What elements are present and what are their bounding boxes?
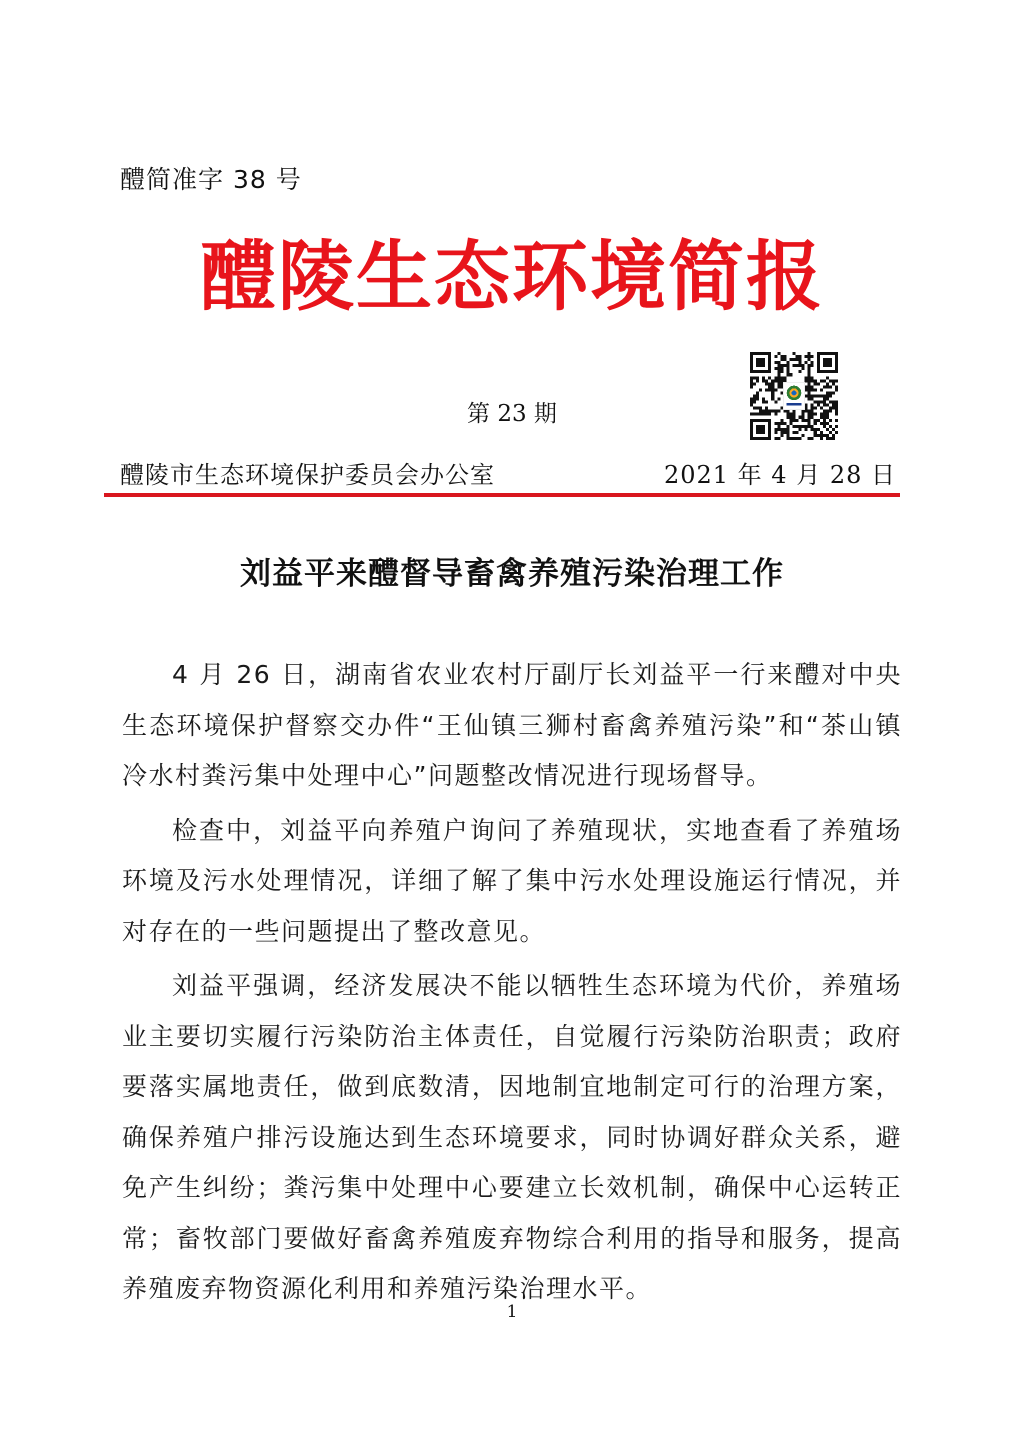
masthead-title: 醴陵生态环境简报 bbox=[200, 232, 824, 321]
paragraph: 4 月 26 日，湖南省农业农村厅副厅长刘益平一行来醴对中央生态环境保护督察交办件“王仙镇三狮村畜禽养殖污染”和“茶山镇冷水村粪污集中处理中心”问题整改情况进行现场督导。 bbox=[122, 660, 902, 790]
document-number: 醴简准字 38 号 bbox=[120, 165, 302, 194]
issuing-office: 醴陵市生态环境保护委员会办公室 bbox=[120, 461, 495, 489]
qr-code-icon bbox=[750, 352, 838, 440]
paragraph: 刘益平强调，经济发展决不能以牺牲生态环境为代价，养殖场业主要切实履行污染防治主体责任，自觉履行污染防治职责；政府要落实属地责任，做到底数清，因地制宜地制定可行的治理方案，确保养殖户排污设施达到生态环境要求，同时协调好群众关系，避免产生纠纷；粪污集中处理中心要建立长效机制，确保中心运转正常；畜牧部门要做好畜禽养殖废弃物综合利用的指导和服务，提高养殖废弃物资源化利用和养殖污染治理水平。 bbox=[122, 971, 902, 1303]
article-body bbox=[122, 650, 902, 1319]
page-number: 1 bbox=[506, 1302, 518, 1322]
issue-date: 2021 年 4 月 28 日 bbox=[663, 461, 896, 489]
paragraph: 检查中，刘益平向养殖户询问了养殖现状，实地查看了养殖场环境及污水处理情况，详细了解了集中污水处理设施运行情况，并对存在的一些问题提出了整改意见。 bbox=[122, 815, 902, 946]
issue-number: 第 23 期 bbox=[467, 401, 557, 427]
red-divider-line bbox=[104, 493, 900, 497]
article-headline: 刘益平来醴督导畜禽养殖污染治理工作 bbox=[240, 556, 784, 592]
